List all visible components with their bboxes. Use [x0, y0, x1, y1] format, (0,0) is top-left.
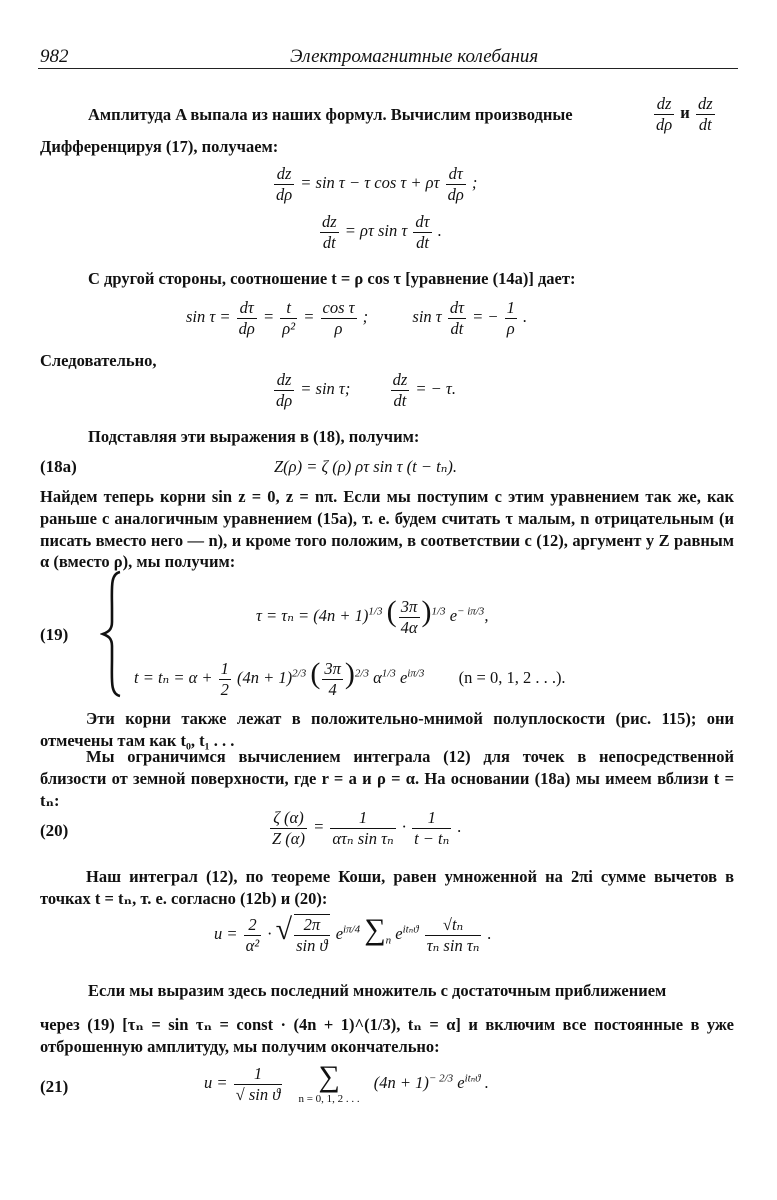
equation-dz-dt: $\frac{dz}{dt}$ = ρτ sin τ $\frac{d\tau}{dt}$ .: [322, 212, 442, 252]
equation-20: $\frac{\zeta (\alpha)}{Z (\alpha)}$ = $\frac{1}{\text{ατₙ sin τₙ}}$ · $\frac{1}{\text{t − tₙ}}$ .: [272, 808, 462, 848]
equation-label-19: (19): [40, 625, 69, 644]
equation-21: u = $\frac{1}{\text{√ sin ϑ}}$ ∑ n = 0, 1, 2 . . . $(4n + 1)^{- 2/3}$ $e^{it_nϑ}$ .: [204, 1060, 489, 1105]
paragraph-find-roots: Найдем теперь корни sin z = 0, z = nπ. Если мы поступим с этим уравнением так же, как раньше с аналогичным уравнением (15а), т. е. будем считать τ малым, n отрицательным (и писать вместо него — n), и кроме того положим, в соответствии с (12), аргумент у Z равным α (вместо ρ), мы получим:: [40, 487, 734, 572]
page-number: 982: [40, 46, 69, 67]
equation-19-t: t = tₙ = α + $\frac{1}{2}$ $(4n + 1)^{2/3}$ ( $\frac{3\pi}{4}$ )$^{2/3}$ $\alpha^{1/3}$ $e^{i\pi/3}$ (n = 0, 1, 2 . . .).: [134, 657, 566, 699]
chapter-title: Электромагнитные колебания: [290, 46, 539, 67]
left-brace-icon: [100, 570, 124, 698]
equation-dz-drho: $\frac{dz}{d\rho}$ = sin τ − τ cos τ + ρτ $\frac{d\tau}{d\rho}$ ;: [276, 164, 478, 204]
equation-derivatives-result: $\frac{dz}{d\rho}$ = sin τ; $\frac{dz}{dt}$ = − τ.: [276, 370, 456, 410]
paragraph-final-line2: через (19) [τₙ = sin τₙ = const · (4n + 1)^(1/3), tₙ = α] и включим все постоянные в уже отброшенную амплитуду, мы получим окончательно:: [40, 1015, 734, 1056]
paragraph-cauchy: Наш интеграл (12), по теореме Коши, равен умноженной на 2πi сумме вычетов в точках t = tₙ, т. е. согласно (12b) и (20):: [40, 867, 734, 908]
paragraph-differentiate: Дифференцируя (17), получаем:: [40, 137, 279, 156]
paragraph-consequently: Следовательно,: [40, 351, 157, 370]
paragraph-final-line1: Если мы выразим здесь последний множитель с достаточным приближением: [88, 981, 667, 1000]
paragraph-roots-location: Эти корни также лежат в положительно-мнимой полуплоскости (рис. 115); они отмечены там как t₀, t₁ . . .: [40, 709, 734, 750]
equation-label-21: (21): [40, 1077, 69, 1096]
equation-u-sum: u = $\frac{2}{\text{α²}}$ · √ $\frac{2\pi}{\text{sin ϑ}}$ $e^{i\pi/4}$ $\sum_n$ $e^{it_nϑ}$ $\frac{\text{√tₙ}}{\text{τₙ sin τₙ}}$ .: [214, 913, 492, 956]
equation-label-20: (20): [40, 821, 69, 840]
running-head: [38, 38, 738, 69]
equation-18a: Z(ρ) = ζ (ρ) ρτ sin τ (t − tₙ).: [274, 457, 458, 476]
paragraph-substituting: Подставляя эти выражения в (18), получим:: [88, 427, 420, 446]
equation-label-18a: (18a): [40, 457, 77, 476]
equation-sin-tau: sin τ = $\frac{d\tau}{d\rho}$ = $\frac{t}{\text{ρ²}}$ = $\frac{\text{cos τ}}{\rho}$ ; sin τ $\frac{d\tau}{dt}$ = − $\frac{1}{\rho}$ .: [186, 298, 528, 338]
derivative-fracs: $\frac{dz}{d\rho}$ и $\frac{dz}{dt}$: [656, 94, 713, 134]
paragraph-amplitude: Амплитуда A выпала из наших формул. Вычислим производные: [88, 105, 573, 124]
paragraph-integral: Мы ограничимся вычислением интеграла (12) для точек в непосредственной близости от земной поверхности, где r = a и ρ = α. На основании (18а) мы имеем вблизи t = tₙ:: [40, 747, 734, 810]
paragraph-other-side: С другой стороны, соотношение t = ρ cos τ [уравнение (14а)] дает:: [88, 269, 576, 288]
equation-19-tau: $\tau = \tau_n = (4n + 1)^{1/3}$ ( $\frac{3\pi}{4\alpha}$ )$^{1/3}$ $e^{- i\pi/3}$,: [256, 595, 489, 637]
